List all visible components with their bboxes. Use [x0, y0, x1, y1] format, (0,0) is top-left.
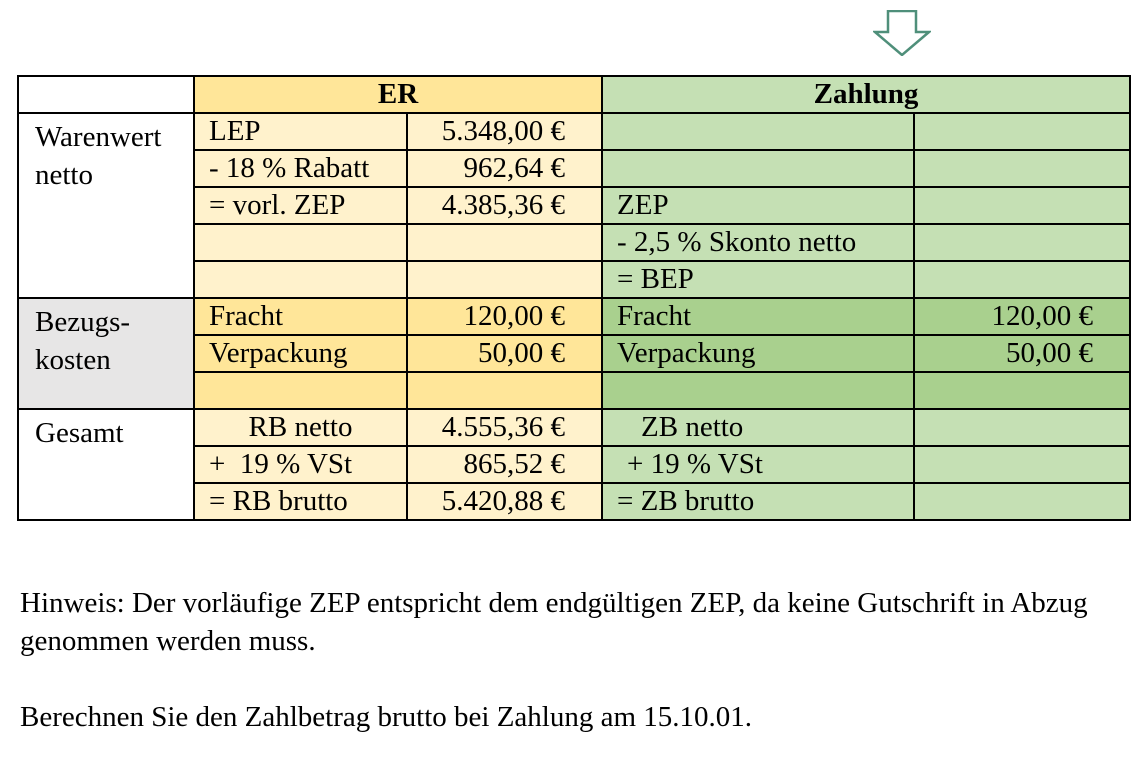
zahlung-value-cell	[914, 483, 1130, 520]
row-label-warenwert: Warenwert netto	[18, 113, 194, 298]
table-row	[18, 298, 1130, 335]
down-arrow-icon	[873, 10, 931, 56]
er-label-cell: LEP	[194, 113, 407, 150]
zahlung-label-cell: - 2,5 % Skonto netto	[602, 224, 914, 261]
er-label-cell: RB netto	[194, 409, 407, 446]
er-label-cell: Fracht	[194, 298, 407, 335]
zahlung-label-cell	[602, 150, 914, 187]
zahlung-value-cell	[914, 187, 1130, 224]
hint-line: Hinweis: Der vorläufige ZEP entspricht dem endgültigen ZEP, da keine Gutschrift in Abzug genommen werden muss.	[20, 587, 1088, 657]
table-row	[18, 113, 1130, 150]
calculation-table	[17, 75, 1131, 521]
corner-cell	[18, 76, 194, 113]
zahlung-value-cell	[914, 150, 1130, 187]
er-label-cell	[194, 372, 407, 409]
er-value-cell: 5.420,88 €	[407, 483, 602, 520]
zahlung-label-cell: ZEP	[602, 187, 914, 224]
er-value-cell: 865,52 €	[407, 446, 602, 483]
er-value-cell	[407, 224, 602, 261]
er-value-cell: 4.385,36 €	[407, 187, 602, 224]
er-value-cell	[407, 261, 602, 298]
er-value-cell: 120,00 €	[407, 298, 602, 335]
er-value-cell	[407, 372, 602, 409]
zahlung-label-cell: = ZB brutto	[602, 483, 914, 520]
zahlung-value-cell	[914, 372, 1130, 409]
er-value-cell: 4.555,36 €	[407, 409, 602, 446]
zahlung-label-cell: ZB netto	[602, 409, 914, 446]
er-value-cell: 5.348,00 €	[407, 113, 602, 150]
zahlung-label-cell	[602, 372, 914, 409]
er-label-cell: = RB brutto	[194, 483, 407, 520]
zahlung-value-cell	[914, 409, 1130, 446]
er-header: ER	[194, 76, 602, 113]
task-text: Berechnen Sie den Zahlbetrag brutto bei Zahlung am 15.10.01.	[20, 701, 753, 733]
zahlung-label-cell	[602, 113, 914, 150]
header-row	[18, 76, 1130, 113]
zahlung-value-cell	[914, 261, 1130, 298]
row-label-gesamt: Gesamt	[18, 409, 194, 520]
er-value-cell: 50,00 €	[407, 335, 602, 372]
row-label-bezugskosten: Bezugs- kosten	[18, 298, 194, 409]
zahlung-label-cell: Fracht	[602, 298, 914, 335]
zahlung-value-cell: 50,00 €	[914, 335, 1130, 372]
zahlung-value-cell	[914, 224, 1130, 261]
er-label-cell: = vorl. ZEP	[194, 187, 407, 224]
zahlung-value-cell	[914, 113, 1130, 150]
zahlung-value-cell: 120,00 €	[914, 298, 1130, 335]
zahlung-header: Zahlung	[602, 76, 1130, 113]
zahlung-label-cell: + 19 % VSt	[602, 446, 914, 483]
er-label-cell: - 18 % Rabatt	[194, 150, 407, 187]
table-row	[18, 409, 1130, 446]
er-label-cell	[194, 261, 407, 298]
er-value-cell: 962,64 €	[407, 150, 602, 187]
hint-text	[20, 584, 1144, 660]
zahlung-label-cell: Verpackung	[602, 335, 914, 372]
er-label-cell	[194, 224, 407, 261]
zahlung-label-cell: = BEP	[602, 261, 914, 298]
er-label-cell: Verpackung	[194, 335, 407, 372]
zahlung-value-cell	[914, 446, 1130, 483]
er-label-cell: + 19 % VSt	[194, 446, 407, 483]
